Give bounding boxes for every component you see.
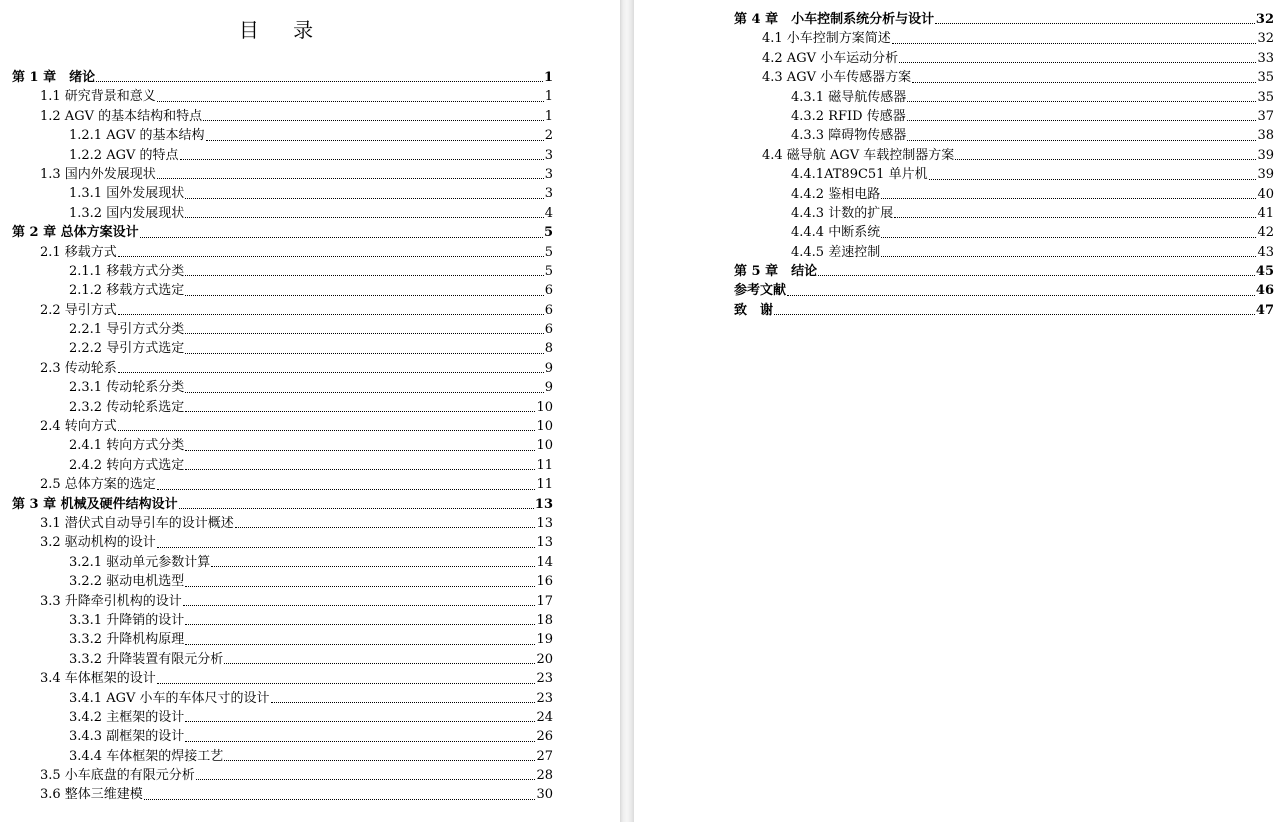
toc-entry[interactable]: [734, 10, 1274, 29]
toc-entry-page-number: 1: [544, 89, 553, 105]
toc-entry-page-number: 18: [536, 612, 553, 628]
toc-list-right: [734, 10, 1274, 320]
toc-dot-leader: [894, 217, 1256, 218]
toc-entry-page-number: 46: [1255, 283, 1274, 299]
toc-entry-label: 3.2.1 驱动单元参数计算: [69, 554, 211, 570]
toc-entry-page-number: 38: [1257, 128, 1274, 144]
toc-entry-page-number: 19: [536, 632, 553, 648]
toc-entry-page-number: 39: [1257, 167, 1274, 183]
toc-entry-label: 1.2.2 AGV 的特点: [69, 147, 179, 163]
toc-entry[interactable]: [12, 766, 553, 785]
toc-dot-leader: [118, 430, 536, 431]
toc-entry-label: 2.5 总体方案的选定: [40, 477, 156, 493]
toc-entry-page-number: 14: [536, 554, 553, 570]
toc-entry[interactable]: [734, 223, 1274, 242]
toc-entry[interactable]: [12, 126, 553, 145]
toc-dot-leader: [185, 644, 535, 645]
toc-entry-label: 4.2 AGV 小车运动分析: [762, 50, 899, 66]
toc-entry[interactable]: [12, 378, 553, 397]
toc-dot-leader: [185, 275, 544, 276]
toc-entry-page-number: 3: [544, 147, 553, 163]
toc-entry[interactable]: [12, 339, 553, 358]
toc-entry[interactable]: [12, 495, 553, 514]
toc-dot-leader: [185, 721, 535, 722]
toc-entry-page-number: 4: [544, 205, 553, 221]
toc-entry-label: 3.3.2 升降机构原理: [69, 632, 185, 648]
toc-entry-page-number: 6: [544, 322, 553, 338]
toc-entry-page-number: 47: [1255, 302, 1274, 318]
toc-entry[interactable]: [12, 611, 553, 630]
toc-entry[interactable]: [734, 68, 1274, 87]
toc-dot-leader: [907, 101, 1256, 102]
toc-dot-leader: [183, 605, 536, 606]
toc-entry-label: 1.3.2 国内发展现状: [69, 205, 185, 221]
toc-entry[interactable]: [734, 243, 1274, 262]
toc-dot-leader: [118, 372, 544, 373]
toc-entry[interactable]: [12, 262, 553, 281]
toc-entry-label: 4.4 磁导航 AGV 车载控制器方案: [762, 147, 955, 163]
toc-entry-page-number: 5: [544, 263, 553, 279]
toc-entry[interactable]: [12, 281, 553, 300]
toc-entry-page-number: 1: [544, 108, 553, 124]
toc-entry-label: 2.3.1 传动轮系分类: [69, 380, 185, 396]
toc-dot-leader: [224, 663, 535, 664]
toc-entry-page-number: 3: [544, 186, 553, 202]
toc-entry-label: 1.3 国内外发展现状: [40, 166, 156, 182]
toc-entry-page-number: 37: [1257, 108, 1274, 124]
toc-dot-leader: [185, 450, 535, 451]
toc-entry-label: 3.3 升降牵引机构的设计: [40, 593, 182, 609]
toc-entry[interactable]: [734, 126, 1274, 145]
toc-entry-page-number: 6: [544, 283, 553, 299]
toc-dot-leader: [118, 256, 544, 257]
toc-dot-leader: [179, 508, 534, 509]
toc-entry-page-number: 39: [1257, 147, 1274, 163]
toc-entry-label: 第 2 章 总体方案设计: [12, 225, 139, 241]
toc-entry-page-number: 23: [536, 690, 553, 706]
toc-dot-leader: [774, 314, 1255, 315]
toc-entry[interactable]: [12, 669, 553, 688]
toc-entry-label: 2.1 移载方式: [40, 244, 117, 260]
toc-dot-leader: [881, 237, 1256, 238]
toc-dot-leader: [899, 62, 1256, 63]
toc-dot-leader: [196, 779, 536, 780]
toc-entry[interactable]: [734, 165, 1274, 184]
toc-entry[interactable]: [12, 165, 553, 184]
toc-entry-label: 3.4.2 主框架的设计: [69, 709, 185, 725]
toc-entry[interactable]: [12, 204, 553, 223]
toc-entry[interactable]: [734, 29, 1274, 48]
toc-entry-label: 3.5 小车底盘的有限元分析: [40, 768, 195, 784]
toc-entry-label: 3.4.4 车体框架的焊接工艺: [69, 748, 224, 764]
toc-dot-leader: [881, 198, 1256, 199]
toc-entry-page-number: 10: [536, 419, 553, 435]
toc-entry-label: 3.4.3 副框架的设计: [69, 729, 185, 745]
toc-entry[interactable]: [12, 243, 553, 262]
toc-entry[interactable]: [12, 650, 553, 669]
toc-entry-page-number: 3: [544, 166, 553, 182]
toc-entry-page-number: 10: [536, 399, 553, 415]
toc-dot-leader: [185, 353, 544, 354]
toc-entry[interactable]: [12, 146, 553, 165]
toc-entry-label: 3.2 驱动机构的设计: [40, 535, 156, 551]
toc-entry-page-number: 28: [536, 768, 553, 784]
toc-dot-leader: [157, 683, 536, 684]
toc-entry-label: 2.1.1 移载方式分类: [69, 263, 185, 279]
toc-list-left: [12, 68, 553, 805]
toc-entry[interactable]: [12, 514, 553, 533]
toc-entry-label: 第 4 章 小车控制系统分析与设计: [734, 12, 935, 27]
toc-entry[interactable]: [12, 785, 553, 804]
toc-entry-page-number: 2: [544, 128, 553, 144]
toc-dot-leader: [157, 547, 536, 548]
toc-dot-leader: [157, 101, 544, 102]
toc-dot-leader: [907, 140, 1256, 141]
toc-dot-leader: [185, 198, 544, 199]
toc-entry-page-number: 11: [536, 457, 553, 473]
toc-entry-page-number: 8: [544, 341, 553, 357]
toc-entry[interactable]: [734, 146, 1274, 165]
toc-entry[interactable]: [12, 436, 553, 455]
toc-entry-page-number: 9: [544, 360, 553, 376]
toc-entry-page-number: 35: [1257, 70, 1274, 86]
toc-entry-page-number: 41: [1257, 205, 1274, 221]
toc-dot-leader: [96, 81, 543, 82]
toc-dot-leader: [203, 120, 544, 121]
toc-entry[interactable]: [734, 301, 1274, 320]
document-page-left: [0, 0, 620, 822]
toc-entry[interactable]: [12, 359, 553, 378]
toc-dot-leader: [224, 760, 535, 761]
toc-dot-leader: [907, 120, 1257, 121]
toc-entry[interactable]: [12, 87, 553, 106]
toc-entry-label: 1.1 研究背景和意义: [40, 89, 156, 105]
toc-entry-label: 4.3.2 RFID 传感器: [791, 108, 906, 124]
toc-entry[interactable]: [12, 320, 553, 339]
toc-entry-page-number: 32: [1255, 12, 1274, 27]
toc-entry[interactable]: [12, 417, 553, 436]
toc-dot-leader: [140, 237, 543, 238]
toc-entry-page-number: 10: [536, 438, 553, 454]
toc-dot-leader: [881, 256, 1256, 257]
toc-entry[interactable]: [12, 727, 553, 746]
toc-entry-page-number: 5: [543, 225, 553, 241]
toc-entry-page-number: 17: [536, 593, 553, 609]
toc-entry[interactable]: [12, 553, 553, 572]
toc-entry-label: 2.2 导引方式: [40, 302, 117, 318]
toc-title: 目 录: [238, 18, 328, 42]
toc-entry[interactable]: [12, 184, 553, 203]
toc-entry-label: 4.3.3 障碍物传感器: [791, 128, 907, 144]
toc-dot-leader: [935, 23, 1255, 24]
toc-entry[interactable]: [12, 592, 553, 611]
toc-entry[interactable]: [734, 281, 1274, 300]
toc-entry-label: 4.3 AGV 小车传感器方案: [762, 70, 912, 86]
toc-entry-page-number: 16: [536, 574, 553, 590]
toc-entry[interactable]: [12, 747, 553, 766]
toc-entry-page-number: 42: [1257, 225, 1274, 241]
toc-entry-label: 3.2.2 驱动电机选型: [69, 574, 185, 590]
toc-dot-leader: [185, 469, 535, 470]
document-page-right: [634, 0, 1285, 822]
toc-entry[interactable]: [12, 689, 553, 708]
toc-entry-label: 2.4.2 转向方式选定: [69, 457, 185, 473]
toc-entry-label: 2.2.1 导引方式分类: [69, 322, 185, 338]
toc-entry[interactable]: [12, 630, 553, 649]
toc-entry[interactable]: [12, 456, 553, 475]
toc-dot-leader: [118, 314, 544, 315]
toc-dot-leader: [144, 799, 536, 800]
toc-entry-label: 4.4.5 差速控制: [791, 244, 881, 260]
toc-entry-label: 3.4.1 AGV 小车的车体尺寸的设计: [69, 690, 270, 706]
toc-dot-leader: [185, 217, 544, 218]
toc-entry-label: 1.2.1 AGV 的基本结构: [69, 128, 205, 144]
toc-entry-page-number: 23: [536, 671, 553, 687]
toc-entry-page-number: 1: [543, 70, 553, 85]
toc-entry-label: 第 3 章 机械及硬件结构设计: [12, 496, 178, 512]
toc-entry[interactable]: [12, 398, 553, 417]
toc-entry-label: 3.3.2 升降装置有限元分析: [69, 651, 224, 667]
toc-entry-label: 4.3.1 磁导航传感器: [791, 89, 907, 105]
toc-entry-page-number: 11: [536, 477, 553, 493]
toc-entry-label: 2.4.1 转向方式分类: [69, 438, 185, 454]
toc-entry[interactable]: [12, 223, 553, 242]
toc-entry-label: 致 谢: [734, 302, 774, 318]
toc-dot-leader: [185, 741, 535, 742]
toc-entry-page-number: 32: [1257, 31, 1274, 47]
toc-dot-leader: [185, 392, 544, 393]
toc-entry-label: 4.4.3 计数的扩展: [791, 205, 894, 221]
toc-entry[interactable]: [734, 185, 1274, 204]
toc-entry-label: 4.1 小车控制方案简述: [762, 31, 891, 47]
toc-dot-leader: [955, 159, 1256, 160]
toc-dot-leader: [211, 566, 535, 567]
toc-dot-leader: [271, 702, 536, 703]
toc-entry-label: 2.2.2 导引方式选定: [69, 341, 185, 357]
toc-entry-page-number: 20: [536, 651, 553, 667]
toc-entry-page-number: 45: [1255, 264, 1274, 280]
toc-dot-leader: [180, 159, 544, 160]
toc-entry-label: 2.3.2 传动轮系选定: [69, 399, 185, 415]
toc-entry-page-number: 26: [536, 729, 553, 745]
toc-dot-leader: [892, 43, 1257, 44]
toc-entry[interactable]: [12, 572, 553, 591]
toc-entry[interactable]: [734, 49, 1274, 68]
toc-entry-page-number: 30: [536, 787, 553, 803]
toc-dot-leader: [185, 586, 535, 587]
toc-entry-page-number: 6: [544, 302, 553, 318]
toc-entry-page-number: 13: [536, 515, 553, 531]
toc-entry-label: 2.4 转向方式: [40, 419, 117, 435]
toc-entry-label: 第 1 章 绪论: [12, 70, 96, 85]
toc-entry-label: 1.3.1 国外发展现状: [69, 186, 185, 202]
toc-dot-leader: [185, 624, 535, 625]
toc-dot-leader: [206, 140, 544, 141]
toc-dot-leader: [235, 527, 536, 528]
toc-entry-page-number: 43: [1257, 244, 1274, 260]
toc-dot-leader: [157, 489, 536, 490]
toc-entry-label: 3.1 潜伏式自动导引车的设计概述: [40, 515, 234, 531]
toc-entry-label: 第 5 章 结论: [734, 264, 818, 280]
toc-entry[interactable]: [12, 301, 553, 320]
toc-entry-label: 2.1.2 移载方式选定: [69, 283, 185, 299]
toc-entry[interactable]: [12, 475, 553, 494]
toc-entry-label: 3.6 整体三维建模: [40, 787, 143, 803]
toc-entry[interactable]: [734, 88, 1274, 107]
toc-entry-page-number: 5: [544, 244, 553, 260]
toc-dot-leader: [185, 333, 544, 334]
toc-entry[interactable]: [12, 708, 553, 727]
toc-entry-label: 4.4.4 中断系统: [791, 225, 881, 241]
toc-dot-leader: [912, 82, 1256, 83]
toc-entry[interactable]: [734, 107, 1274, 126]
toc-entry-page-number: 13: [536, 535, 553, 551]
toc-entry-label: 4.4.2 鉴相电路: [791, 186, 881, 202]
toc-entry-label: 3.3.1 升降销的设计: [69, 612, 185, 628]
page-gutter: [620, 0, 634, 822]
toc-dot-leader: [157, 178, 544, 179]
toc-entry-page-number: 27: [536, 748, 553, 764]
toc-entry[interactable]: [12, 533, 553, 552]
toc-dot-leader: [929, 179, 1257, 180]
toc-entry-page-number: 13: [534, 496, 553, 512]
toc-entry-page-number: 33: [1257, 50, 1274, 66]
toc-entry[interactable]: [734, 204, 1274, 223]
toc-dot-leader: [818, 275, 1255, 276]
toc-entry-label: 4.4.1AT89C51 单片机: [791, 167, 928, 183]
toc-entry[interactable]: [12, 107, 553, 126]
toc-entry-label: 2.3 传动轮系: [40, 360, 117, 376]
toc-entry-label: 3.4 车体框架的设计: [40, 671, 156, 687]
toc-entry-label: 1.2 AGV 的基本结构和特点: [40, 108, 203, 124]
toc-dot-leader: [185, 295, 544, 296]
toc-dot-leader: [185, 411, 535, 412]
toc-entry-page-number: 9: [544, 380, 553, 396]
toc-entry-label: 参考文献: [734, 283, 787, 299]
toc-entry-page-number: 40: [1257, 186, 1274, 202]
toc-entry[interactable]: [12, 68, 553, 87]
toc-entry-page-number: 35: [1257, 89, 1274, 105]
toc-entry[interactable]: [734, 262, 1274, 281]
toc-dot-leader: [787, 295, 1255, 296]
toc-entry-page-number: 24: [536, 709, 553, 725]
